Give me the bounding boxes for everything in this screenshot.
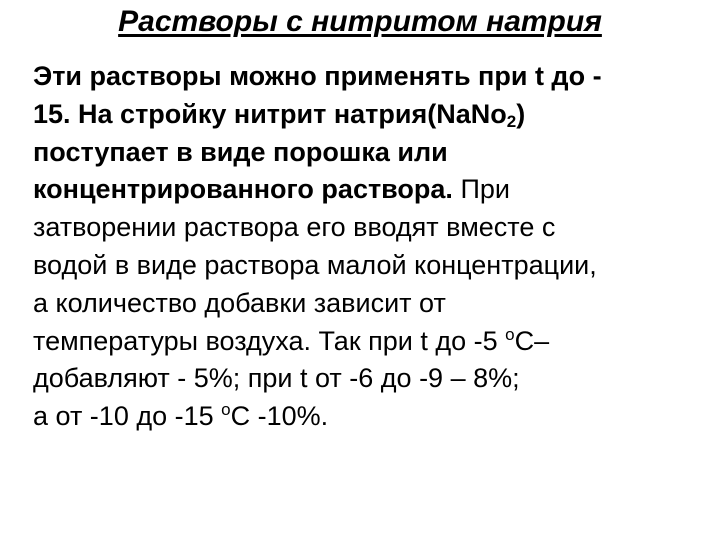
body-line-1: Эти растворы можно применять при t до - <box>33 61 602 91</box>
subscript-2: 2 <box>506 111 517 131</box>
body-line-6: водой в виде раствора малой концентрации, <box>33 249 597 280</box>
body-line-8 <box>33 323 717 361</box>
body-line-2 <box>33 96 717 134</box>
body-line-4 <box>33 171 717 209</box>
body-line-10-unit: С -10%. <box>230 401 329 432</box>
body-line-4-bold: концентрированного раствора. <box>33 174 453 205</box>
body-line-10 <box>33 398 717 436</box>
body-line-2-close: ) <box>516 98 526 129</box>
body-line-2-text: 15. На стройку нитрит натрия(NaNo <box>33 98 507 129</box>
slide-title: Растворы с нитритом натрия <box>118 5 602 38</box>
body-line-3: поступает в виде порошка или <box>33 136 448 167</box>
body-line-8-text: температуры воздуха. Так при t до -5 <box>33 325 506 356</box>
body-line-5: затворении раствора его вводят вместе с <box>33 212 556 243</box>
body-line-8-unit: С– <box>514 325 550 356</box>
body-line-4-normal: При <box>452 174 510 205</box>
body-line-9: добавляют - 5%; при t от -6 до -9 – 8%; <box>33 363 520 394</box>
slide-body <box>33 58 717 436</box>
body-line-7: а количество добавки зависит от <box>33 287 446 318</box>
body-line-10-text: а от -10 до -15 <box>33 401 222 432</box>
degree-superscript: о <box>505 324 515 344</box>
degree-superscript: о <box>221 400 231 420</box>
